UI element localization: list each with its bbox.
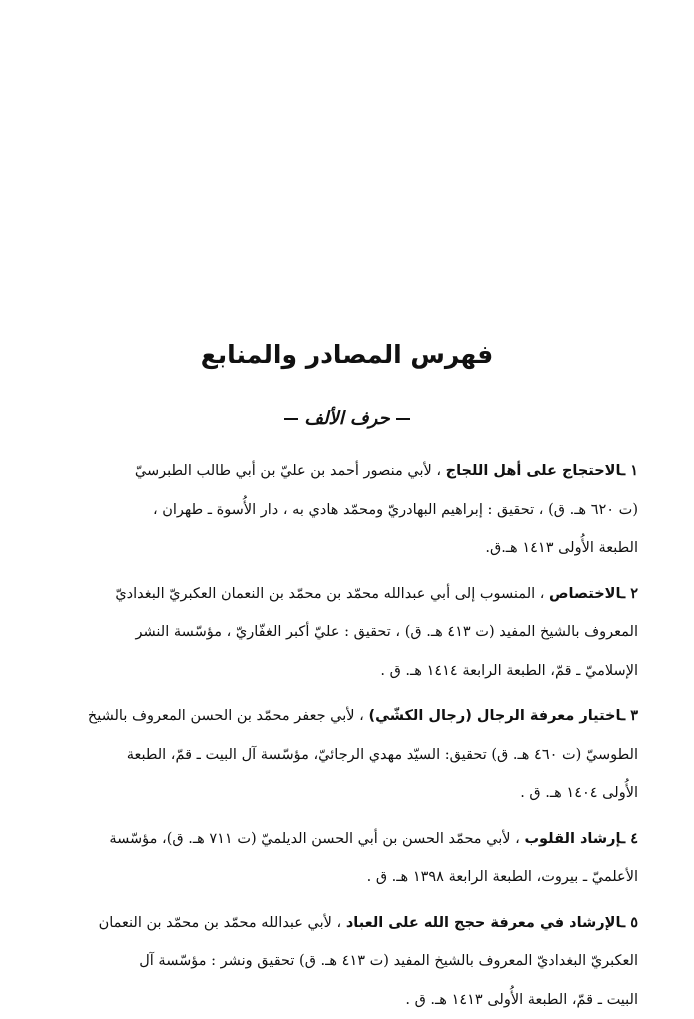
entry-line: الأُولى ١٤٠٤ هـ. ق . bbox=[58, 774, 638, 813]
entry-title: الاختصاص bbox=[549, 586, 621, 602]
entry-line: (ت ٦٢٠ هـ. ق) ، تحقيق : إبراهيم البهادريّ ومحمّد هادي به ، دار الأُسوة ـ طهران ، bbox=[58, 491, 638, 530]
entry-line: الطوسيّ (ت ٤٦٠ هـ. ق) تحقيق: السيّد مهدي الرجائيّ، مؤسّسة آل البيت ـ قمّ، الطبعة bbox=[58, 736, 638, 775]
source-list bbox=[58, 452, 638, 1019]
list-item bbox=[58, 820, 638, 897]
entry-line: الإسلاميّ ـ قمّ، الطبعة الرابعة ١٤١٤ هـ. ق . bbox=[58, 652, 638, 691]
entry-line bbox=[58, 697, 638, 736]
entry-line: البيت ـ قمّ، الطبعة الأُولى ١٤١٣ هـ. ق . bbox=[58, 981, 638, 1019]
entry-title: اختيار معرفة الرجال (رجال الكشّي) bbox=[368, 708, 620, 724]
entry-number: ٥ ـ bbox=[621, 914, 638, 931]
ornament-right bbox=[396, 418, 410, 420]
entry-line bbox=[58, 452, 638, 491]
list-item bbox=[58, 452, 638, 568]
list-item bbox=[58, 904, 638, 1019]
entry-text: ، لأبي محمّد الحسن بن أبي الحسن الديلميّ (ت ٧١١ هـ. ق)، مؤسّسة bbox=[109, 831, 520, 847]
entry-text: ، لأبي عبدالله محمّد بن محمّد بن النعمان bbox=[99, 915, 342, 931]
entry-line: المعروف بالشيخ المفيد (ت ٤١٣ هـ. ق) ، تحقيق : عليّ أكبر الغفّاريّ ، مؤسّسة النشر bbox=[58, 613, 638, 652]
entry-line bbox=[58, 820, 638, 859]
section-heading-text: حرف الألف bbox=[304, 408, 389, 429]
entry-title: الاحتجاج على أهل اللجاج bbox=[446, 463, 621, 479]
entry-line bbox=[58, 904, 638, 943]
list-item bbox=[58, 575, 638, 691]
ornament-left bbox=[284, 418, 298, 420]
entry-line: الأعلميّ ـ بيروت، الطبعة الرابعة ١٣٩٨ هـ. ق . bbox=[58, 858, 638, 897]
entry-text: ، لأبي جعفر محمّد بن الحسن المعروف بالشيخ bbox=[88, 708, 364, 724]
entry-text: ، لأبي منصور أحمد بن عليّ بن أبي طالب الطبرسيّ bbox=[135, 463, 441, 479]
entry-line: العكبريّ البغداديّ المعروف بالشيخ المفيد (ت ٤١٣ هـ. ق) تحقيق ونشر : مؤسّسة آل bbox=[58, 942, 638, 981]
entry-line bbox=[58, 575, 638, 614]
page-title: فهرس المصادر والمنابع bbox=[0, 336, 694, 374]
entry-number: ٤ ـ bbox=[621, 830, 638, 847]
entry-number: ٢ ـ bbox=[621, 585, 638, 602]
entry-number: ٣ ـ bbox=[621, 707, 638, 724]
list-item bbox=[58, 697, 638, 813]
entry-text: ، المنسوب إلى أبي عبدالله محمّد بن محمّد بن النعمان العكبريّ البغداديّ bbox=[115, 586, 544, 602]
section-heading bbox=[0, 404, 694, 434]
entry-title: إرشاد القلوب bbox=[524, 831, 620, 847]
entry-line: الطبعة الأُولى ١٤١٣ هـ.ق. bbox=[58, 529, 638, 568]
entry-title: الإرشاد في معرفة حجج الله على العباد bbox=[346, 915, 621, 931]
entry-number: ١ ـ bbox=[621, 462, 638, 479]
